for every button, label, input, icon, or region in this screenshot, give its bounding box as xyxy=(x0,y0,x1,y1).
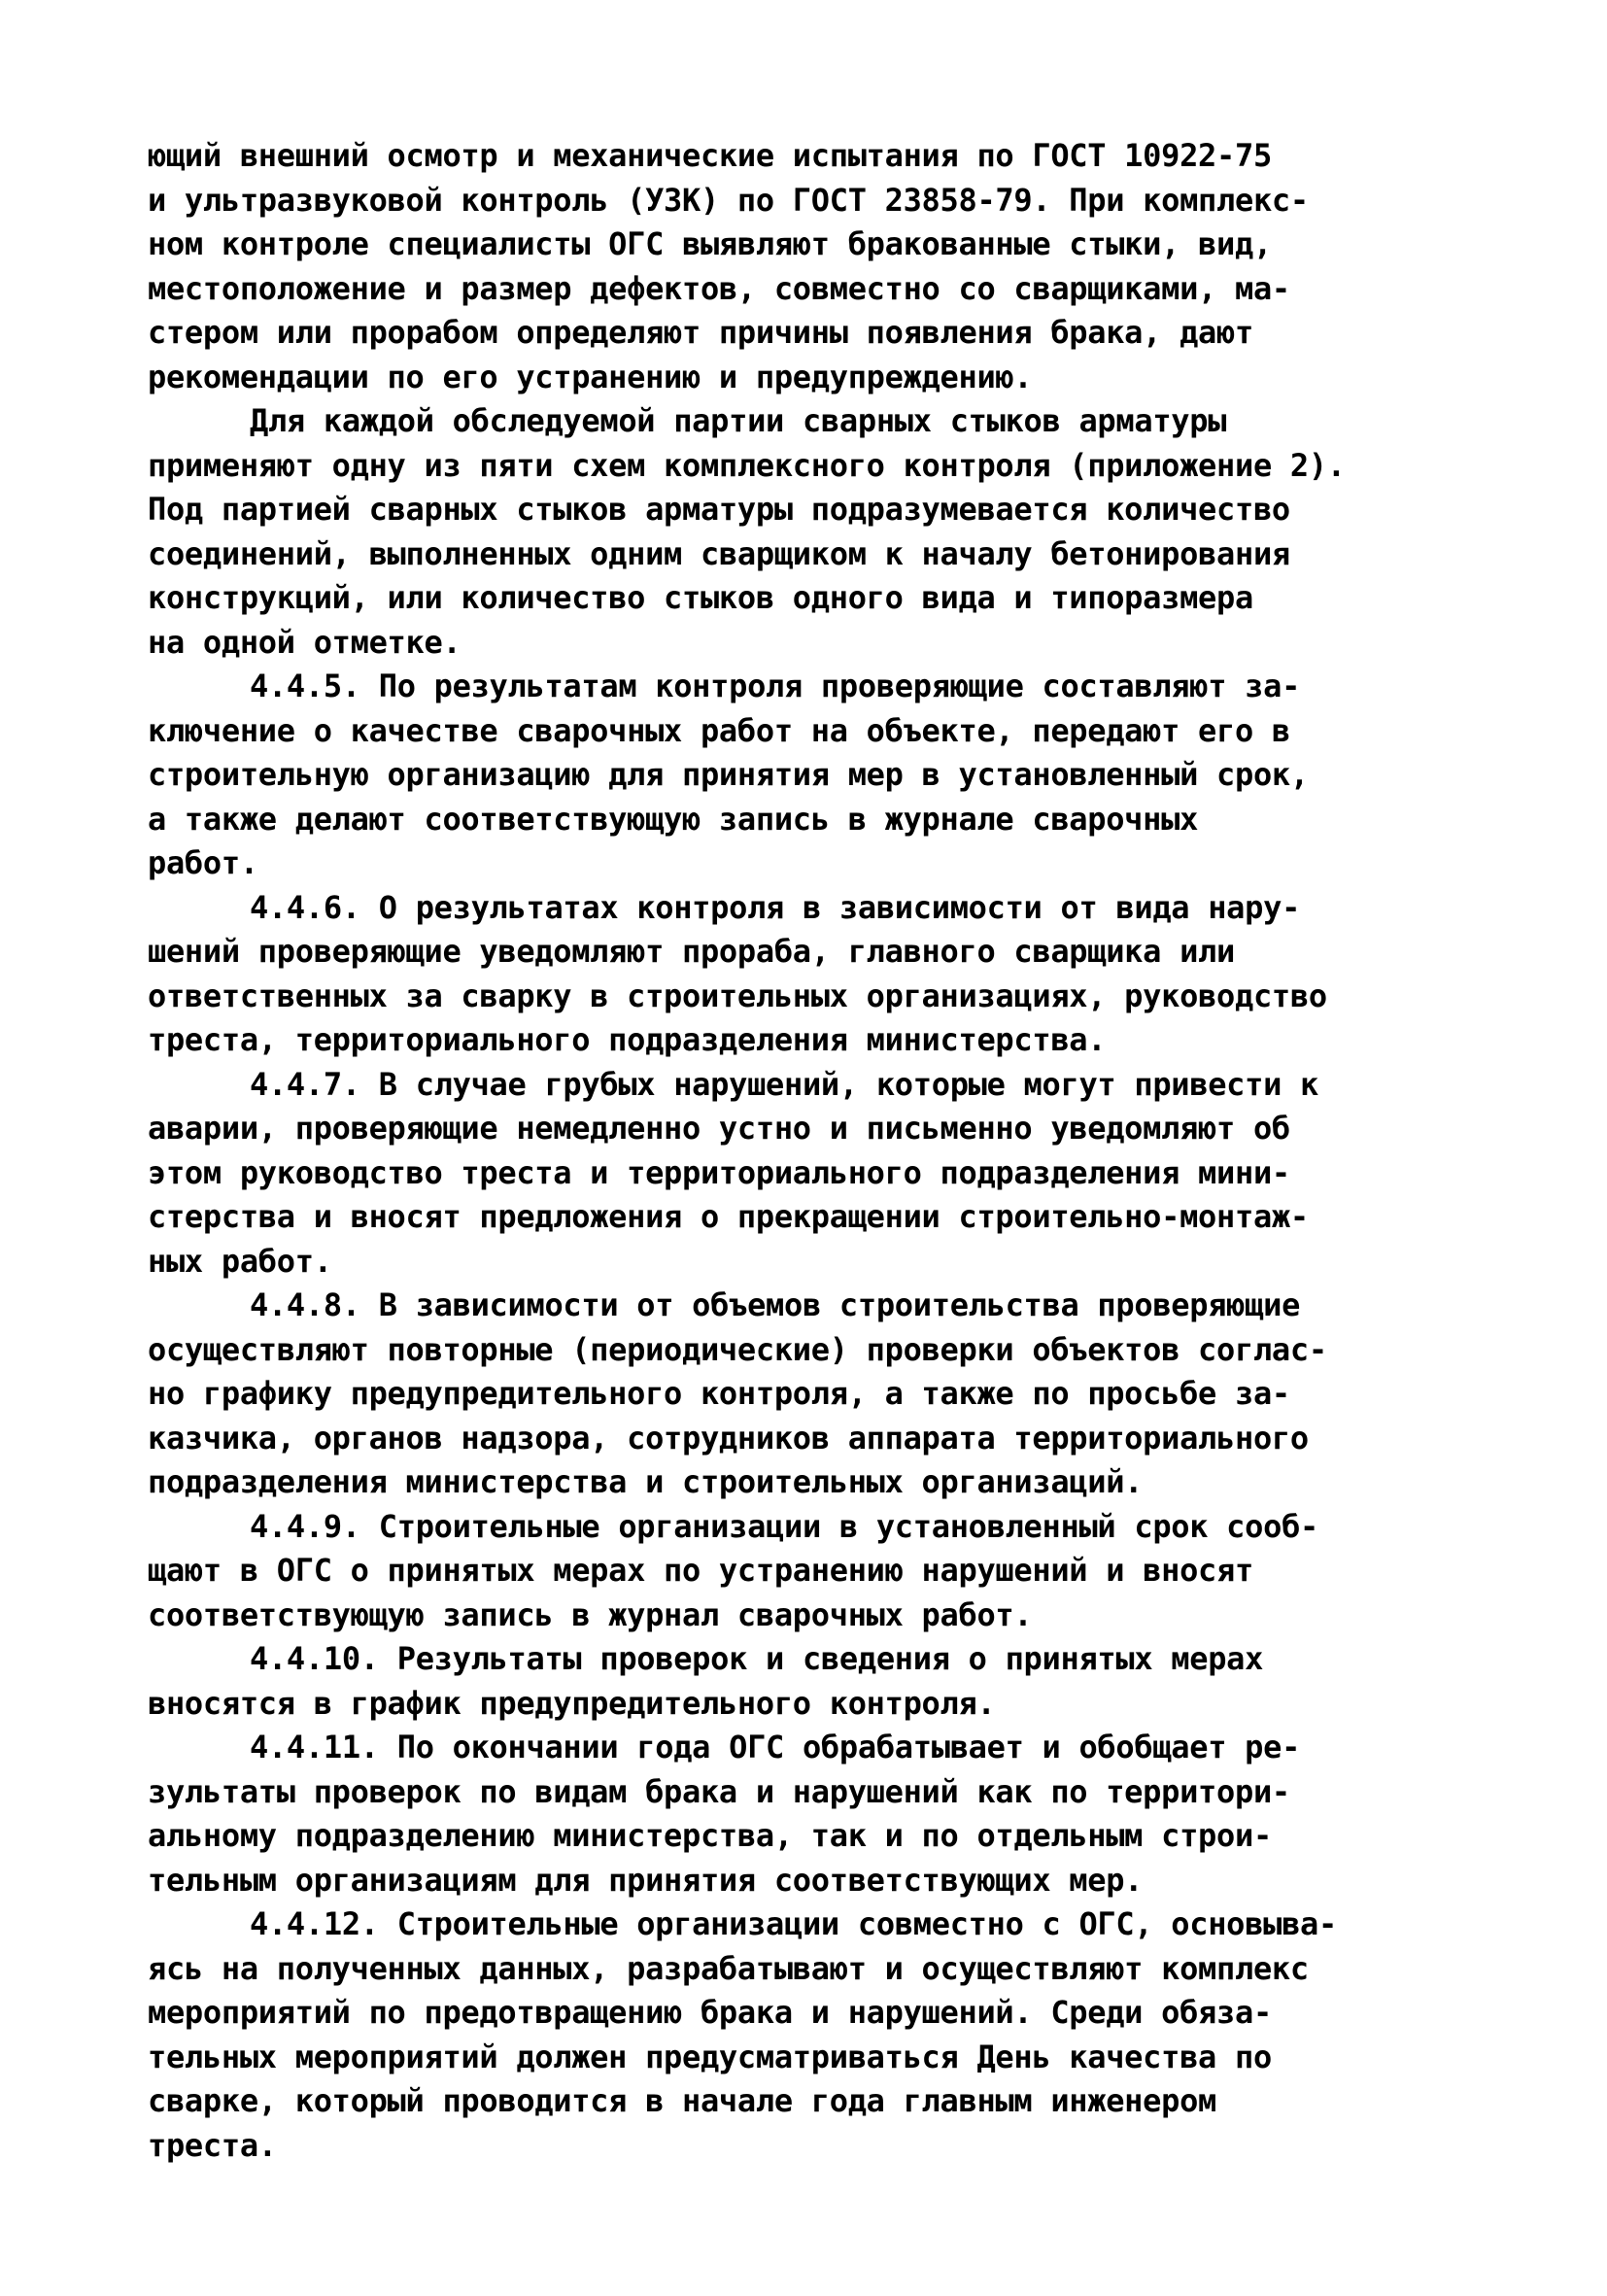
text-line: альному подразделению министерства, так и по отдельным строи- xyxy=(148,1817,1272,1854)
text-line: 4.4.7. В случае грубых нарушений, которые могут привести к xyxy=(250,1065,1319,1103)
text-line: Для каждой обследуемой партии сварных стыков арматуры xyxy=(250,402,1227,439)
text-line: но графику предупредительного контроля, а также по просьбе за- xyxy=(148,1375,1290,1412)
document-page xyxy=(148,134,1488,2168)
text-line: ющий внешний осмотр и механические испытания по ГОСТ 10922-75 xyxy=(148,137,1272,174)
text-line: на одной отметке. xyxy=(148,623,462,661)
text-line: зультаты проверок по видам брака и нарушений как по территори- xyxy=(148,1772,1290,1810)
text-line: работ. xyxy=(148,844,258,881)
text-line: 4.4.9. Строительные организации в установленный срок сооб- xyxy=(250,1507,1319,1545)
text-line: треста. xyxy=(148,2126,277,2164)
text-line: этом руководство треста и территориального подразделения мини- xyxy=(148,1153,1290,1191)
text-line: щают в ОГС о принятых мерах по устранению нарушений и вносят xyxy=(148,1552,1253,1589)
text-line: соединений, выполненных одним сварщиком к началу бетонирования xyxy=(148,534,1290,572)
text-line: 4.4.10. Результаты проверок и сведения о принятых мерах xyxy=(250,1640,1264,1677)
text-line: рекомендации по его устранению и предупреждению. xyxy=(148,358,1033,395)
text-line: а также делают соответствующую запись в журнале сварочных xyxy=(148,800,1199,838)
text-line: ответственных за сварку в строительных организациях, руководство xyxy=(148,977,1327,1014)
text-line: ных работ. xyxy=(148,1242,332,1280)
text-line: осуществляют повторные (периодические) проверки объектов соглас- xyxy=(148,1330,1327,1368)
text-line: подразделения министерства и строительных организаций. xyxy=(148,1463,1144,1500)
text-line: сварке, который проводится в начале года главным инженером xyxy=(148,2082,1217,2119)
text-line: 4.4.8. В зависимости от объемов строительства проверяющие xyxy=(250,1286,1301,1323)
text-line: треста, территориального подразделения министерства. xyxy=(148,1021,1107,1058)
text-line: Под партией сварных стыков арматуры подразумевается количество xyxy=(148,491,1290,528)
text-line: стером или прорабом определяют причины появления брака, дают xyxy=(148,314,1253,351)
text-line: ключение о качестве сварочных работ на объекте, передают его в xyxy=(148,711,1290,749)
text-line: тельных мероприятий должен предусматриваться День качества по xyxy=(148,2038,1272,2075)
text-line: применяют одну из пяти схем комплексного контроля (приложение 2). xyxy=(148,446,1346,484)
text-line: аварии, проверяющие немедленно устно и письменно уведомляют об xyxy=(148,1110,1290,1147)
text-line: 4.4.6. О результатах контроля в зависимости от вида нару- xyxy=(250,888,1301,926)
text-line: стерства и вносят предложения о прекращении строительно-монтаж- xyxy=(148,1198,1309,1235)
text-line: ясь на полученных данных, разрабатывают и осуществляют комплекс xyxy=(148,1949,1309,1987)
text-line: тельным организациям для принятия соответствующих мер. xyxy=(148,1861,1144,1899)
text-line: мероприятий по предотвращению брака и нарушений. Среди обяза- xyxy=(148,1994,1272,2031)
text-line: строительную организацию для принятия мер в установленный срок, xyxy=(148,756,1309,793)
text-line: конструкций, или количество стыков одного вида и типоразмера xyxy=(148,579,1253,616)
text-line: 4.4.12. Строительные организации совместно с ОГС, основыва- xyxy=(250,1905,1337,1942)
text-line: и ультразвуковой контроль (УЗК) по ГОСТ 23858-79. При комплекс- xyxy=(148,181,1309,219)
text-line: казчика, органов надзора, сотрудников аппарата территориального xyxy=(148,1419,1309,1456)
text-line: шений проверяющие уведомляют прораба, главного сварщика или xyxy=(148,933,1235,970)
text-line: 4.4.11. По окончании года ОГС обрабатывает и обобщает ре- xyxy=(250,1729,1301,1765)
text-line: вносятся в график предупредительного контроля. xyxy=(148,1684,996,1722)
text-line: ном контроле специалисты ОГС выявляют бракованные стыки, вид, xyxy=(148,225,1272,262)
text-line: соответствующую запись в журнал сварочных работ. xyxy=(148,1595,1033,1633)
text-line: 4.4.5. По результатам контроля проверяющие составляют за- xyxy=(250,668,1301,704)
text-line: местоположение и размер дефектов, совместно со сварщиками, ма- xyxy=(148,269,1290,307)
